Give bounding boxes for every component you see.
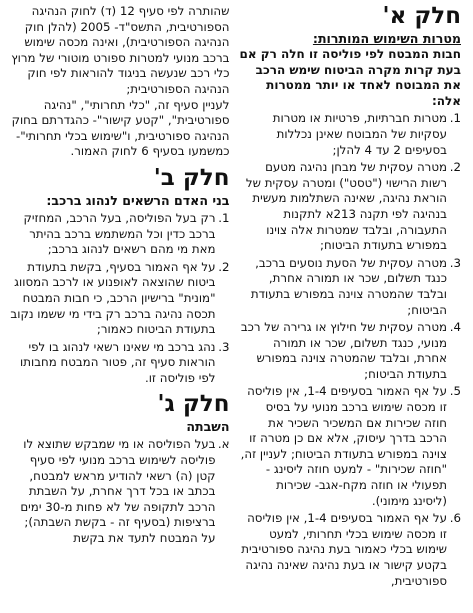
item-number: 5. (449, 384, 461, 399)
part-b-list (8, 211, 230, 387)
item-number: 1. (218, 210, 230, 225)
part-c-title: חלק ג' (157, 391, 230, 418)
part-c-subtitle: השבתה (186, 419, 230, 435)
item-text: מטרות חברתיות, פרטיות או מטרות עסקיות של המבוטח שאינן נכללות בסעיפים 2 עד 4 להלן; (272, 111, 447, 157)
item-text: על אף האמור בסעיפים 1-4, אין פוליסה זו מכסה שימוש ברכב מנועי על בסיס חוזה שכירות אם המשכיר השכיר את הרכב בדרך עיסוק, אלא אם כן מטרה זו צוינה במפורש בתעודת הביטוח; לעניין זה, "חוזה שכירות" - למעט חוזה ליסינג - תפעולי או חוזה מקח-אגב- שכירות (ליסינג מימוני). (240, 384, 447, 508)
part-a-title: חלק א' (382, 4, 461, 29)
list-item (240, 320, 462, 382)
part-b-subtitle: בני האדם הרשאים לנהוג ברכב: (46, 192, 230, 208)
part-c-section (8, 392, 230, 546)
list-item (240, 160, 462, 254)
list-item (8, 260, 230, 338)
part-a-subtitle: מטרות השימוש המותרות: (312, 31, 461, 46)
item-number: 3. (449, 255, 461, 270)
item-number: 6. (449, 511, 461, 526)
list-item (8, 437, 230, 546)
item-text: על אף האמור בסעיף, בקשת בתעודת ביטוח שהוצאה לאופנוע או לרכב המסווג "מונית" ברישיון הרכב, כי חבות המבטח תכסה נהיגה ברכב רק בידי מי ששמו נקוב בתעודת הביטוח כאמור; (10, 259, 216, 337)
item-number: 2. (449, 160, 461, 175)
list-item (8, 211, 230, 258)
list-item (8, 340, 230, 387)
list-item (240, 384, 462, 509)
item-text: נהג ברכב מי שאינו רשאי לנהוג בו לפי הוראות סעיף זה, פטור המבטח מחבותו לפי פוליסה זו. (20, 339, 216, 385)
item-text: בעל הפוליסה או מי שמבקש שתוצא לו פוליסה לשימוש ברכב מנועי לפי סעיף קטן (ה) רשאי להודיע מראש למבטח, בכתב או בכל דרך אחרת, על השבתת הרכב לתקופה של לא פחות מ-30 ימים ברציפות (בסעיף זה - בקשת השבתה); על המבטח לתעד את בקשת (20, 437, 216, 546)
list-item (240, 256, 462, 318)
item-number: 3. (218, 339, 230, 354)
definitions-text: לעניין סעיף זה, "כלי תחרותי", "נהיגה ספורטיבית", "קטע קישור"- כהגדרתם בחוק הנהיגה ספורטיבית, ו"שימוש בכלי תחרותי"- כמשמעו בסעיף 6 לחוק האמור. (11, 97, 230, 159)
list-item (240, 511, 462, 589)
part-c-list (8, 437, 230, 546)
item-text: על אף האמור בסעיפים 1-4, אין פוליסה זו מכסה שימוש בכלי תחרותי, למעט שימוש בכלי כאמור בעת נהיגה ספורטיבית בקטע קישור או בעת נהיגה שאינה נהיגה ספורטיבית, (241, 511, 447, 588)
item-text: מטרה עסקית של חילוץ או גרירה של רכב מנועי, כנגד תשלום, שכר או תמורה אחרת, ובלבד שהמטרה צוינה במפורש בתעודת הביטוח; (240, 320, 447, 381)
item-text: מטרה עסקית של הסעת נוסעים ברכב, כנגד תשלום, שכר או תמורה אחרת, ובלבד שהמטרה צוינה במפורש בתעודת הביטוח; (250, 255, 447, 317)
right-column (240, 4, 468, 613)
part-a-list (240, 111, 462, 589)
item-text: מטרה עסקית של מבחן נהיגה מטעם רשות הרישוי ("טסט") ומטרה עסקית של הוראת נהיגה, שאינה השתלמות מעשית בנהיגה לפי תקנה 213א לתקנות התעבורה, ובלבד שמטרות אלה צוינו במפורש בתעודת הביטוח; (245, 160, 447, 253)
left-column (6, 4, 230, 613)
item-number: 4. (449, 320, 461, 335)
list-item (240, 111, 462, 158)
item-number: א. (217, 437, 230, 452)
part-b-title: חלק ב' (153, 164, 230, 191)
part-b-section (8, 166, 230, 387)
part-a-intro: חבות המבטח לפי פוליסה זו חלה רק אם בעת קרות מקרה הביטוח שימש הרכב את המבוטח לאחד או יותר ממטרות אלה: (239, 47, 461, 108)
item-number: 2. (218, 259, 230, 274)
item-text: רק בעל הפוליסה, בעל הרכב, המחזיק ברכב כדין וכל המשתמש ברכב בהיתר מאת מי מהם רשאים לנהוג ברכב; (23, 210, 216, 257)
item-number: 1. (449, 111, 461, 126)
continuation-text: שהותרה לפי סעיף 12 (ד) לחוק הנהיגה הספורטיבית, התשס"ד- 2005 (להלן חוק הנהיגה הספורטיבית), ואינה מכסה שימוש ברכב מנועי למטרות ספורט מוטורי של מרוץ כלי רכב שנעשה בניגוד להוראות לפי חוק הנהיגה הספורטיבית; (11, 4, 230, 96)
